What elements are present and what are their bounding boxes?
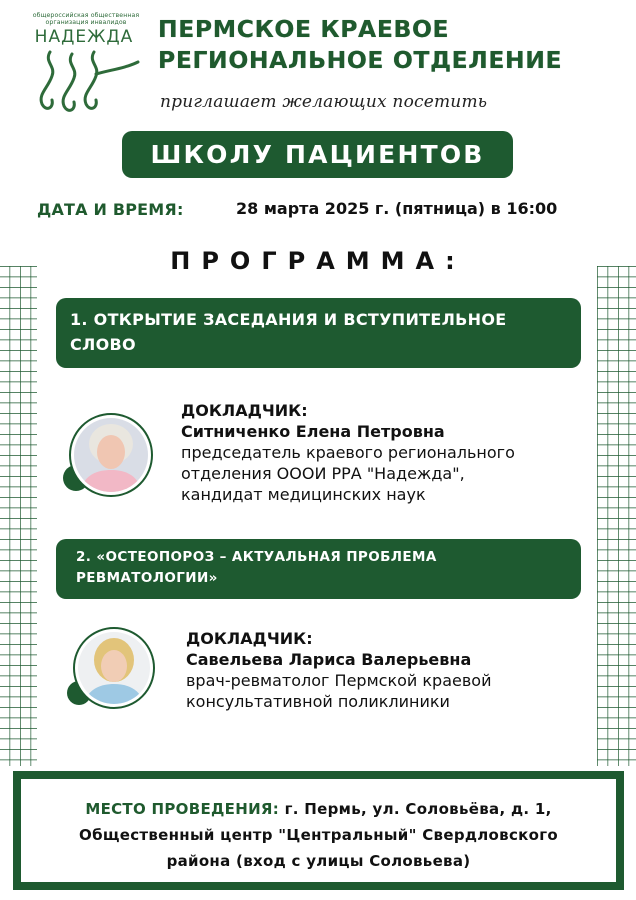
speaker-2-role-line1: врач-ревматолог Пермской краевой [186, 671, 492, 690]
speaker-1-photo [74, 418, 148, 492]
speaker-2-name: Савельева Лариса Валерьевна [186, 650, 472, 669]
venue-line2: Общественный центр "Центральный" Свердловского [79, 826, 558, 844]
speaker-2-photo [78, 632, 150, 704]
avatar-speaker-2 [73, 627, 155, 709]
datetime-label: ДАТА И ВРЕМЯ: [37, 200, 184, 219]
logo-small-text: общероссийская общественная организация инвалидов [32, 12, 140, 26]
speaker-1-role-line1: председатель краевого регионального [181, 443, 515, 462]
org-title-line1: ПЕРМСКОЕ КРАЕВОЕ [158, 15, 450, 43]
person-icon [78, 632, 150, 704]
speaker-2-label: ДОКЛАДЧИК: [186, 629, 313, 648]
venue-label: МЕСТО ПРОВЕДЕНИЯ: [85, 800, 280, 818]
speaker-1-label: ДОКЛАДЧИК: [181, 401, 308, 420]
avatar-speaker-1 [69, 413, 153, 497]
speaker-1-role-line3: кандидат медицинских наук [181, 485, 426, 504]
venue-box [13, 771, 624, 890]
speaker-1-role-line2: отделения ОООИ РРА "Надежда", [181, 464, 465, 483]
invite-text: приглашает желающих посетить [160, 92, 488, 112]
school-title-banner: ШКОЛУ ПАЦИЕНТОВ [122, 131, 513, 178]
speaker-1-info [181, 400, 581, 505]
logo-name: НАДЕЖДА [34, 27, 134, 47]
venue-address: г. Пермь, ул. Соловьёва, д. 1, [284, 800, 552, 818]
datetime-value: 28 марта 2025 г. (пятница) в 16:00 [236, 199, 558, 218]
org-title [158, 14, 568, 76]
program-title: ПРОГРАММА: [170, 247, 466, 275]
grid-decoration-right [597, 266, 636, 766]
grid-decoration-left [0, 266, 37, 766]
org-title-line2: РЕГИОНАЛЬНОЕ ОТДЕЛЕНИЕ [158, 46, 563, 74]
logo [30, 10, 140, 115]
speaker-1-name: Ситниченко Елена Петровна [181, 422, 445, 441]
speaker-2-info [186, 628, 586, 712]
logo-swirl-icon [34, 48, 140, 114]
program-item-1-title: 1. ОТКРЫТИЕ ЗАСЕДАНИЯ И ВСТУПИТЕЛЬНОЕ СЛОВО [56, 298, 581, 368]
program-item-2-title: 2. «ОСТЕОПОРОЗ – АКТУАЛЬНАЯ ПРОБЛЕМА РЕВМАТОЛОГИИ» [56, 539, 581, 599]
venue-line1 [21, 796, 616, 822]
speaker-2-role-line2: консультативной поликлиники [186, 692, 450, 711]
person-icon [74, 418, 148, 492]
venue-line3: района (вход с улицы Соловьева) [166, 852, 471, 870]
